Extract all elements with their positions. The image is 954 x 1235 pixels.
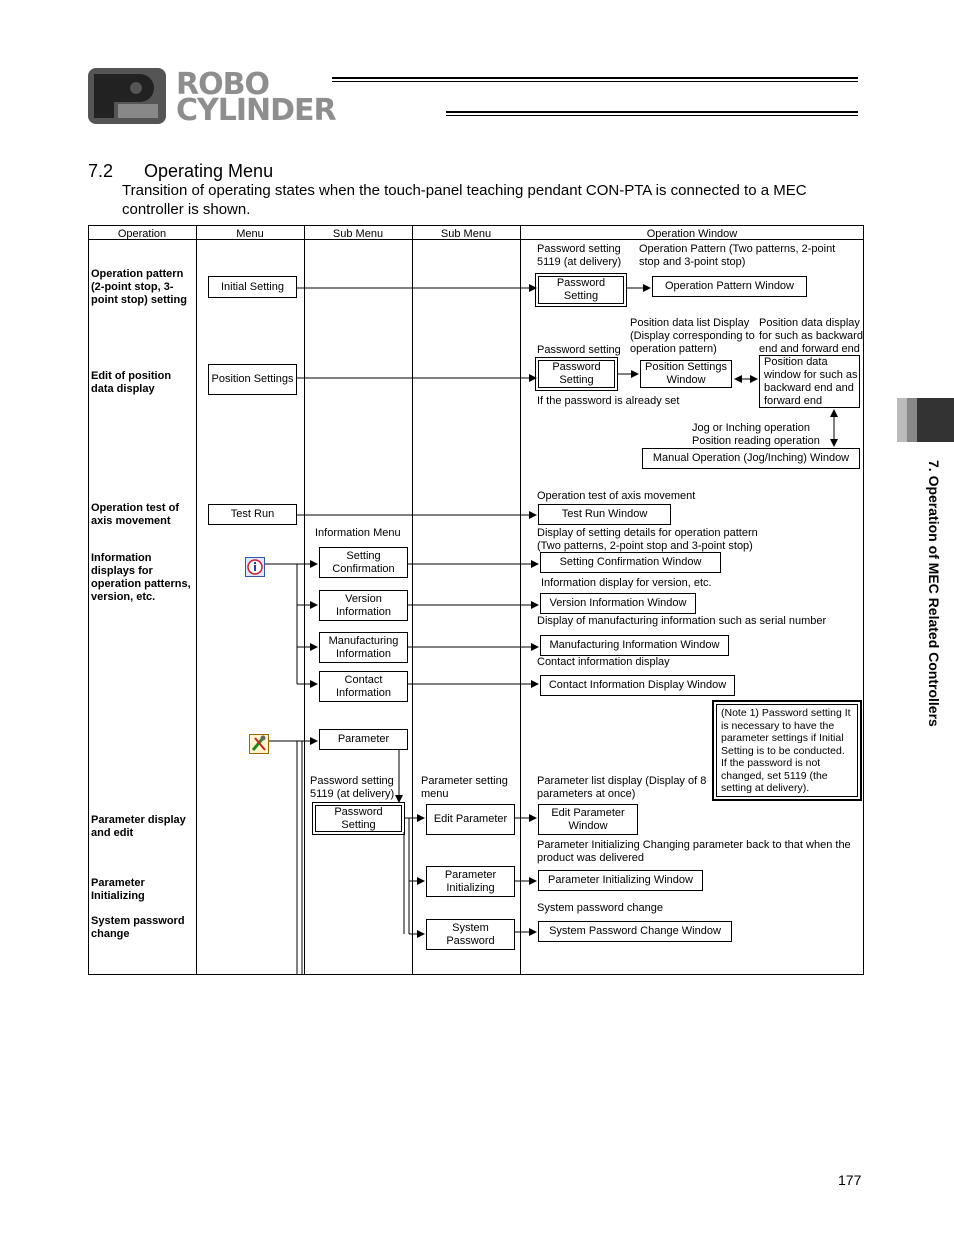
password-setting-label: Password setting xyxy=(537,344,621,356)
setting-confirmation-button[interactable]: Setting Confirmation xyxy=(319,547,408,578)
edit-parameter-window[interactable]: Edit Parameter Window xyxy=(538,804,638,835)
op-parameter-display: Parameter display and edit xyxy=(91,814,186,839)
parameter-button[interactable]: Parameter xyxy=(319,729,408,750)
parameter-initializing-button[interactable]: Parameter Initializing xyxy=(426,866,515,897)
password-setting-button-param[interactable]: Password Setting xyxy=(315,805,402,832)
version-note: Information display for version, etc. xyxy=(541,577,712,589)
section-intro: Transition of operating states when the touch-panel teaching pendant CON-PTA is connected to a MEC controller is shown. xyxy=(122,182,807,218)
information-menu-label: Information Menu xyxy=(315,527,401,539)
edit-parameter-button[interactable]: Edit Parameter xyxy=(426,804,515,835)
side-tab-label: 7. Operation of MEC Related Controllers xyxy=(926,460,942,727)
manual-operation-window[interactable]: Manual Operation (Jog/Inching) Window xyxy=(642,448,860,469)
password-setting-box-1[interactable]: Password Setting xyxy=(538,276,624,304)
column-header-submenu-2: Sub Menu xyxy=(440,228,492,240)
version-information-window[interactable]: Version Information Window xyxy=(540,593,696,614)
test-run-button[interactable]: Test Run xyxy=(208,504,297,525)
section-number: 7.2 xyxy=(88,161,114,181)
param-init-note: Parameter Initializing Changing parameter back to that when the product was delivered xyxy=(537,839,851,864)
param-list-note: Parameter list display (Display of 8 parameters at once) xyxy=(537,775,707,800)
op-edit-position: Edit of position data display xyxy=(91,370,172,395)
manufacturing-information-button[interactable]: Manufacturing Information xyxy=(319,632,408,663)
pw-note-top: Password setting 5119 (at delivery) xyxy=(537,243,622,268)
manufacturing-information-window[interactable]: Manufacturing Information Window xyxy=(540,635,729,656)
position-data-window[interactable]: Position data window for such as backward end and forward end xyxy=(759,355,860,408)
parameter-initializing-window[interactable]: Parameter Initializing Window xyxy=(538,870,703,891)
password-setting-delivery-note: Password setting 5119 (at delivery) xyxy=(310,775,395,800)
operation-pattern-window[interactable]: Operation Pattern Window xyxy=(652,276,807,297)
setting-confirmation-window[interactable]: Setting Confirmation Window xyxy=(540,552,721,573)
note1-text: (Note 1) Password setting It is necessary to have the parameter settings if Initial Setting is to be conducted. If the password is not changed, set 5119 (the setting at delivery). xyxy=(716,704,858,797)
op-test-axis: Operation test of axis movement xyxy=(91,502,180,527)
section-title: Operating Menu xyxy=(144,161,274,181)
contact-information-button[interactable]: Contact Information xyxy=(319,671,408,702)
contact-note: Contact information display xyxy=(537,656,670,668)
op-pattern-note: Operation Pattern (Two patterns, 2-point stop and 3-point stop) xyxy=(639,243,836,268)
sys-pw-note: System password change xyxy=(537,902,663,914)
version-information-button[interactable]: Version Information xyxy=(319,590,408,621)
test-run-window[interactable]: Test Run Window xyxy=(538,504,671,525)
parameter-setting-menu-label: Parameter setting menu xyxy=(421,775,508,800)
already-set-note: If the password is already set xyxy=(537,395,680,407)
system-password-change-window[interactable]: System Password Change Window xyxy=(538,921,732,942)
column-header-menu: Menu xyxy=(236,228,264,240)
op-system-password: System password change xyxy=(91,915,185,940)
column-header-operation: Operation xyxy=(117,228,167,240)
initial-setting-button[interactable]: Initial Setting xyxy=(208,276,297,298)
test-note: Operation test of axis movement xyxy=(537,490,696,502)
manufacturing-note: Display of manufacturing information such as serial number xyxy=(537,615,827,627)
system-password-button[interactable]: System Password xyxy=(426,919,515,950)
setting-details-note: Display of setting details for operation pattern (Two patterns, 2-point stop and 3-point stop) xyxy=(537,527,758,552)
password-setting-box-2[interactable]: Password Setting xyxy=(538,360,615,388)
column-header-operation-window: Operation Window xyxy=(646,228,738,240)
op-information-displays: Information displays for operation patterns, version, etc. xyxy=(91,552,191,603)
logo-text-robo: ROBO xyxy=(176,67,269,102)
op-parameter-initializing: Parameter Initializing xyxy=(91,877,145,902)
position-settings-button[interactable]: Position Settings xyxy=(208,364,297,395)
position-settings-window[interactable]: Position Settings Window xyxy=(640,360,732,388)
op-operation-pattern: Operation pattern (2-point stop, 3-point stop) setting xyxy=(91,268,187,306)
contact-information-window[interactable]: Contact Information Display Window xyxy=(540,675,735,696)
pos-display-note: Position data display for such as backward end and forward end xyxy=(759,317,863,355)
jog-note: Jog or Inching operation Position reading operation xyxy=(692,422,820,447)
logo-text-cylinder: CYLINDER xyxy=(176,93,336,128)
column-header-submenu-1: Sub Menu xyxy=(332,228,384,240)
pos-list-note: Position data list Display (Display corresponding to operation pattern) xyxy=(630,317,755,355)
page-number: 177 xyxy=(838,1172,862,1188)
